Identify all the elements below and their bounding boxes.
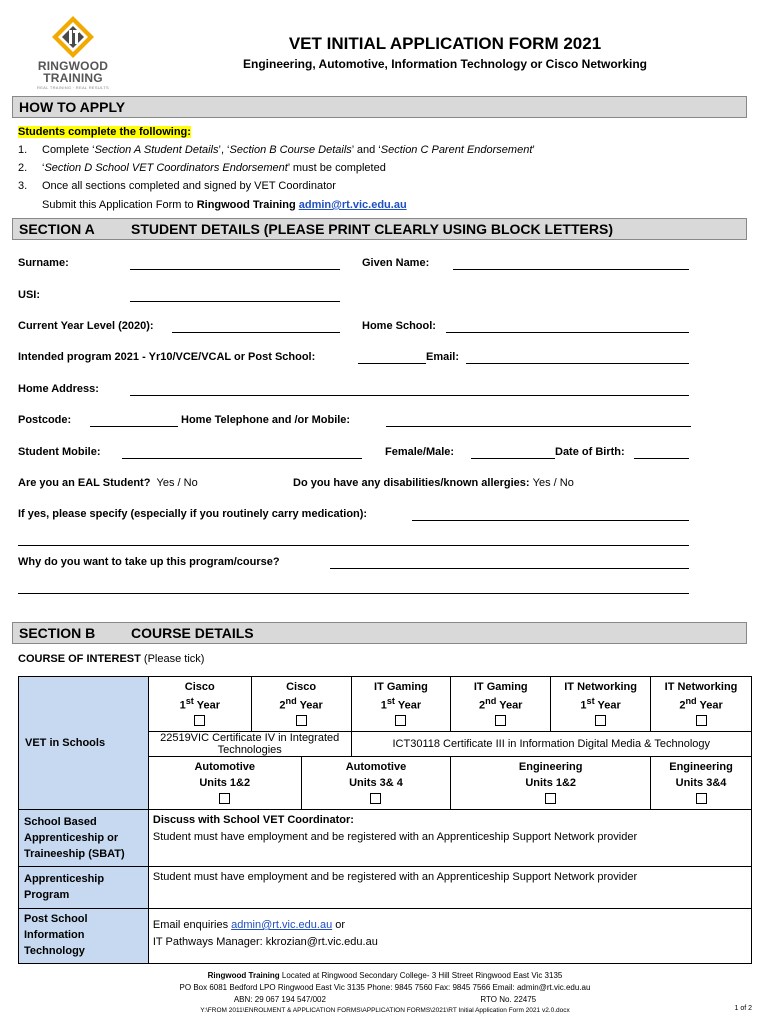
how-to-apply-heading xyxy=(12,96,747,118)
apprenticeship-description: Student must have employment and be registered with an Apprenticeship Support Network provider xyxy=(148,867,751,909)
home-phone-field[interactable] xyxy=(386,426,691,427)
footer-ids: ABN: 29 067 194 547/002 RTO No. 22475 xyxy=(233,995,537,1004)
course-cisco-2[interactable]: Cisco 2nd Year xyxy=(251,677,351,732)
home-address-field[interactable] xyxy=(130,395,689,396)
logo-name-line2: TRAINING xyxy=(43,71,103,85)
home-address-label: Home Address: xyxy=(18,383,99,395)
course-table xyxy=(18,676,752,964)
footer-address: Ringwood Training Located at Ringwood Secondary College- 3 Hill Street Ringwood East Vic 3135 xyxy=(207,971,563,980)
course-cisco-1[interactable]: Cisco 1st Year xyxy=(148,677,251,732)
form-subtitle: Engineering, Automotive, Information Technology or Cisco Networking xyxy=(242,57,648,71)
home-phone-label: Home Telephone and /or Mobile: xyxy=(181,414,351,426)
course-of-interest: COURSE OF INTEREST (Please tick) xyxy=(18,653,205,665)
disabilities-options[interactable]: Yes / No xyxy=(532,477,574,489)
postcode-label: Postcode: xyxy=(18,414,72,426)
checkbox-cisco-1[interactable] xyxy=(194,715,205,726)
given-name-field[interactable] xyxy=(453,269,689,270)
logo-diamond-icon xyxy=(50,14,96,60)
why-field-line2[interactable] xyxy=(18,593,689,594)
surname-label: Surname: xyxy=(18,257,69,269)
checkbox-engineering-3-4[interactable] xyxy=(696,793,707,804)
page-number: 1 of 2 xyxy=(734,1005,752,1012)
intro-highlight: Students complete the following: xyxy=(18,126,191,138)
ringwood-training-logo xyxy=(28,14,118,90)
given-name-label: Given Name: xyxy=(362,257,430,269)
section-a-label: SECTION A xyxy=(19,221,95,237)
home-school-field[interactable] xyxy=(446,332,689,333)
why-field[interactable] xyxy=(330,568,689,569)
footer-file-path: Y:\FROM 2011\ENROLMENT & APPLICATION FORMS\APPLICATION FORMS\2021\RT Initial Application Form 2021 v2.0.docx xyxy=(200,1007,570,1014)
eal-question: Are you an EAL Student? Yes / No xyxy=(18,477,198,489)
postcode-field[interactable] xyxy=(90,426,178,427)
submit-email-link[interactable]: admin@rt.vic.edu.au xyxy=(298,199,407,211)
dob-label: Date of Birth: xyxy=(555,446,625,458)
unit-engineering-3-4[interactable]: Engineering Units 3&4 xyxy=(651,757,752,810)
how-to-apply-title: HOW TO APPLY xyxy=(19,99,126,115)
section-a-title: STUDENT DETAILS (PLEASE PRINT CLEARLY USING BLOCK LETTERS) xyxy=(131,221,613,237)
footer-contact: PO Box 6081 Bedford LPO Ringwood East Vic 3135 Phone: 9845 7560 Fax: 9845 7566 Email: admin@rt.vic.edu.au xyxy=(179,983,591,992)
cert-it: ICT30118 Certificate III in Information Digital Media & Technology xyxy=(351,732,752,757)
student-mobile-label: Student Mobile: xyxy=(18,446,101,458)
email-label: Email: xyxy=(426,351,460,363)
checkbox-it-gaming-1[interactable] xyxy=(395,715,406,726)
section-b-title: COURSE DETAILS xyxy=(131,625,254,641)
unit-automotive-1-2[interactable]: Automotive Units 1&2 xyxy=(148,757,301,810)
usi-field[interactable] xyxy=(130,301,340,302)
unit-engineering-1-2[interactable]: Engineering Units 1&2 xyxy=(451,757,651,810)
logo-tagline: REAL TRAINING · REAL RESULTS xyxy=(37,85,109,90)
year-level-label: Current Year Level (2020): xyxy=(18,320,154,332)
checkbox-it-networking-2[interactable] xyxy=(696,715,707,726)
submit-instructions: Submit this Application Form to Ringwood Training admin@rt.vic.edu.au xyxy=(42,199,407,211)
checkbox-automotive-3-4[interactable] xyxy=(370,793,381,804)
dob-field[interactable] xyxy=(634,458,689,459)
disabilities-question: Do you have any disabilities/known allergies: Yes / No xyxy=(293,477,574,489)
course-it-gaming-2[interactable]: IT Gaming 2nd Year xyxy=(451,677,551,732)
section-a-heading xyxy=(12,218,747,240)
sbat-description: Discuss with School VET Coordinator: Student must have employment and be registered with an Apprenticeship Support Network provider xyxy=(148,810,751,867)
post-school-description: Email enquiries admin@rt.vic.edu.au or IT Pathways Manager: kkrozian@rt.vic.edu.au xyxy=(148,909,751,964)
section-b-heading xyxy=(12,622,747,644)
checkbox-cisco-2[interactable] xyxy=(296,715,307,726)
apprenticeship-label: Apprenticeship Program xyxy=(19,867,149,909)
home-school-label: Home School: xyxy=(362,320,436,332)
step-3: 3. Once all sections completed and signed by VET Coordinator xyxy=(18,180,336,192)
if-yes-field[interactable] xyxy=(412,520,689,521)
eal-options[interactable]: Yes / No xyxy=(156,477,198,489)
checkbox-automotive-1-2[interactable] xyxy=(219,793,230,804)
how-to-apply-intro xyxy=(18,126,191,138)
post-school-email-link[interactable]: admin@rt.vic.edu.au xyxy=(231,919,333,931)
step-1: 1. Complete ‘Section A Student Details’, ‘Section B Course Details’ and ‘Section C Parent Endorsement’ xyxy=(18,144,535,156)
why-label: Why do you want to take up this program/course? xyxy=(18,556,280,568)
if-yes-label: If yes, please specify (especially if you routinely carry medication): xyxy=(18,508,368,520)
section-b-label: SECTION B xyxy=(19,625,96,641)
course-it-gaming-1[interactable]: IT Gaming 1st Year xyxy=(351,677,451,732)
intended-program-label: Intended program 2021 - Yr10/VCE/VCAL or Post School: xyxy=(18,351,316,363)
student-mobile-field[interactable] xyxy=(122,458,362,459)
step-2: 2. ‘Section D School VET Coordinators Endorsement’ must be completed xyxy=(18,162,386,174)
form-title: VET INITIAL APPLICATION FORM 2021 xyxy=(288,34,602,53)
checkbox-it-gaming-2[interactable] xyxy=(495,715,506,726)
female-male-label: Female/Male: xyxy=(385,446,455,458)
usi-label: USI: xyxy=(18,289,40,301)
email-field[interactable] xyxy=(466,363,689,364)
surname-field[interactable] xyxy=(130,269,340,270)
checkbox-engineering-1-2[interactable] xyxy=(545,793,556,804)
cert-cisco: 22519VIC Certificate IV in Integrated Technologies xyxy=(148,732,351,757)
post-school-label: Post School Information Technology xyxy=(19,909,149,964)
logo-name-line1: RINGWOOD xyxy=(37,59,109,73)
female-male-field[interactable] xyxy=(471,458,555,459)
course-it-networking-1[interactable]: IT Networking 1st Year xyxy=(551,677,651,732)
unit-automotive-3-4[interactable]: Automotive Units 3& 4 xyxy=(301,757,451,810)
if-yes-field-line2[interactable] xyxy=(18,545,689,546)
checkbox-it-networking-1[interactable] xyxy=(595,715,606,726)
intended-program-field[interactable] xyxy=(358,363,426,364)
course-it-networking-2[interactable]: IT Networking 2nd Year xyxy=(651,677,752,732)
vet-in-schools-label: VET in Schools xyxy=(19,677,149,810)
year-level-field[interactable] xyxy=(172,332,340,333)
sbat-label: School Based Apprenticeship or Traineeship (SBAT) xyxy=(19,810,149,867)
